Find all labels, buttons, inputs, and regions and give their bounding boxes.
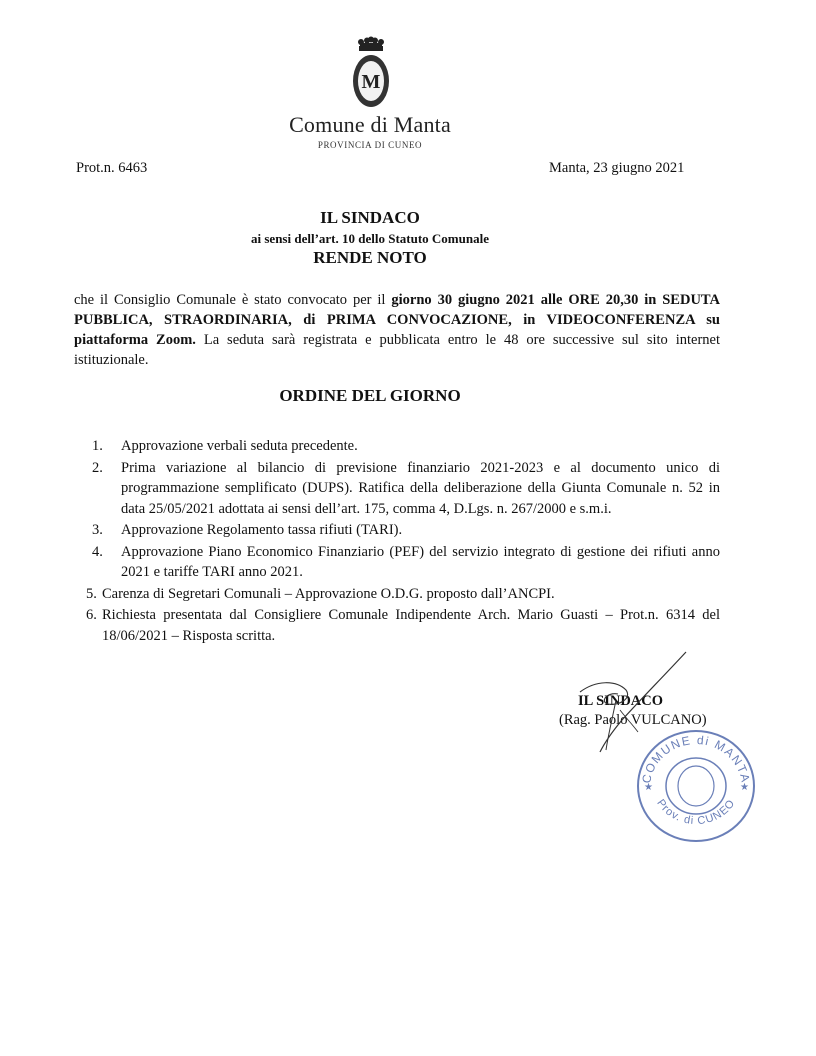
agenda-item-number: 3. bbox=[92, 522, 103, 538]
paragraph-text-1: che il Consiglio Comunale è stato convocato per il bbox=[74, 292, 392, 308]
agenda-item-number: 5. bbox=[86, 585, 97, 602]
signatory-title: IL SINDACO bbox=[578, 693, 664, 709]
place-date: Manta, 23 giugno 2021 bbox=[549, 160, 685, 176]
agenda-item bbox=[86, 584, 720, 605]
agenda-item-number: 6. bbox=[86, 607, 97, 623]
agenda-item bbox=[92, 458, 720, 520]
notice-subtitle: ai sensi dell’art. 10 dello Statuto Comunale bbox=[251, 231, 489, 246]
agenda-item-number: 4. bbox=[92, 543, 103, 560]
agenda-list bbox=[86, 436, 720, 647]
svg-text:★: ★ bbox=[644, 782, 653, 793]
org-name: Comune di Manta bbox=[289, 112, 451, 137]
protocol-number: Prot.n. 6463 bbox=[76, 160, 148, 176]
agenda-item bbox=[92, 542, 720, 583]
stamp-top-text: COMUNE di MANTA bbox=[639, 732, 753, 785]
agenda-item-number: 1. bbox=[92, 438, 103, 454]
agenda-item-text: Prima variazione al bilancio di previsione finanziario 2021-2023 e al documento unico di programmazione semplificato (DUPS). Ratifica della deliberazione della Giunta Comunale n. 52 in data 25/05/2021 adottata ai sensi dell’art. 175, comma 4, D.Lgs. n. 267/2000 e s.m.i. bbox=[121, 459, 720, 517]
agenda-item-text: Approvazione Regolamento tassa rifiuti (TARI). bbox=[121, 522, 403, 538]
signatory-name: (Rag. Paolo VULCANO) bbox=[559, 712, 707, 728]
agenda-item-text: Approvazione Piano Economico Finanziario (PEF) del servizio integrato di gestione dei rifiuti anno 2021 e tariffe TARI anno 2021. bbox=[121, 543, 720, 580]
agenda-item-text: Carenza di Segretari Comunali – Approvazione O.D.G. proposto dall’ANCPI. bbox=[102, 585, 555, 602]
agenda-item bbox=[92, 436, 720, 457]
paragraph-bold-text: giorno 30 giugno 2021 alle ORE 20,30 in SEDUTA PUBBLICA, STRAORDINARIA, di PRIMA CONVOCAZIONE, in VIDEOCONFERENZA su piattaforma Zoom. bbox=[74, 292, 720, 348]
agenda-item-text: Approvazione verbali seduta precedente. bbox=[121, 438, 358, 454]
paragraph-text-2: La seduta sarà registrata e pubblicata entro le 48 ore successive sul sito internet istituzionale. bbox=[74, 332, 720, 368]
notice-title-rende-noto: RENDE NOTO bbox=[313, 248, 427, 267]
stamp-bottom-text: Prov. di CUNEO bbox=[654, 797, 738, 828]
municipal-crest-icon bbox=[349, 36, 393, 112]
agenda-item-text: Richiesta presentata dal Consigliere Comunale Indipendente Arch. Mario Guasti – Prot.n. 6314 del 18/06/2021 – Risposta scritta. bbox=[102, 607, 720, 644]
svg-text:Prov. di CUNEO bbox=[654, 797, 738, 827]
svg-text:M: M bbox=[361, 71, 381, 93]
agenda-item bbox=[92, 520, 720, 541]
agenda-heading: ORDINE DEL GIORNO bbox=[279, 386, 461, 405]
notice-title: IL SINDACO bbox=[320, 208, 420, 227]
convocation-paragraph bbox=[74, 290, 720, 370]
svg-text:★: ★ bbox=[740, 782, 749, 793]
org-subtitle: PROVINCIA DI CUNEO bbox=[317, 140, 423, 150]
agenda-item-number: 2. bbox=[92, 459, 103, 476]
handwritten-signature bbox=[560, 640, 690, 770]
